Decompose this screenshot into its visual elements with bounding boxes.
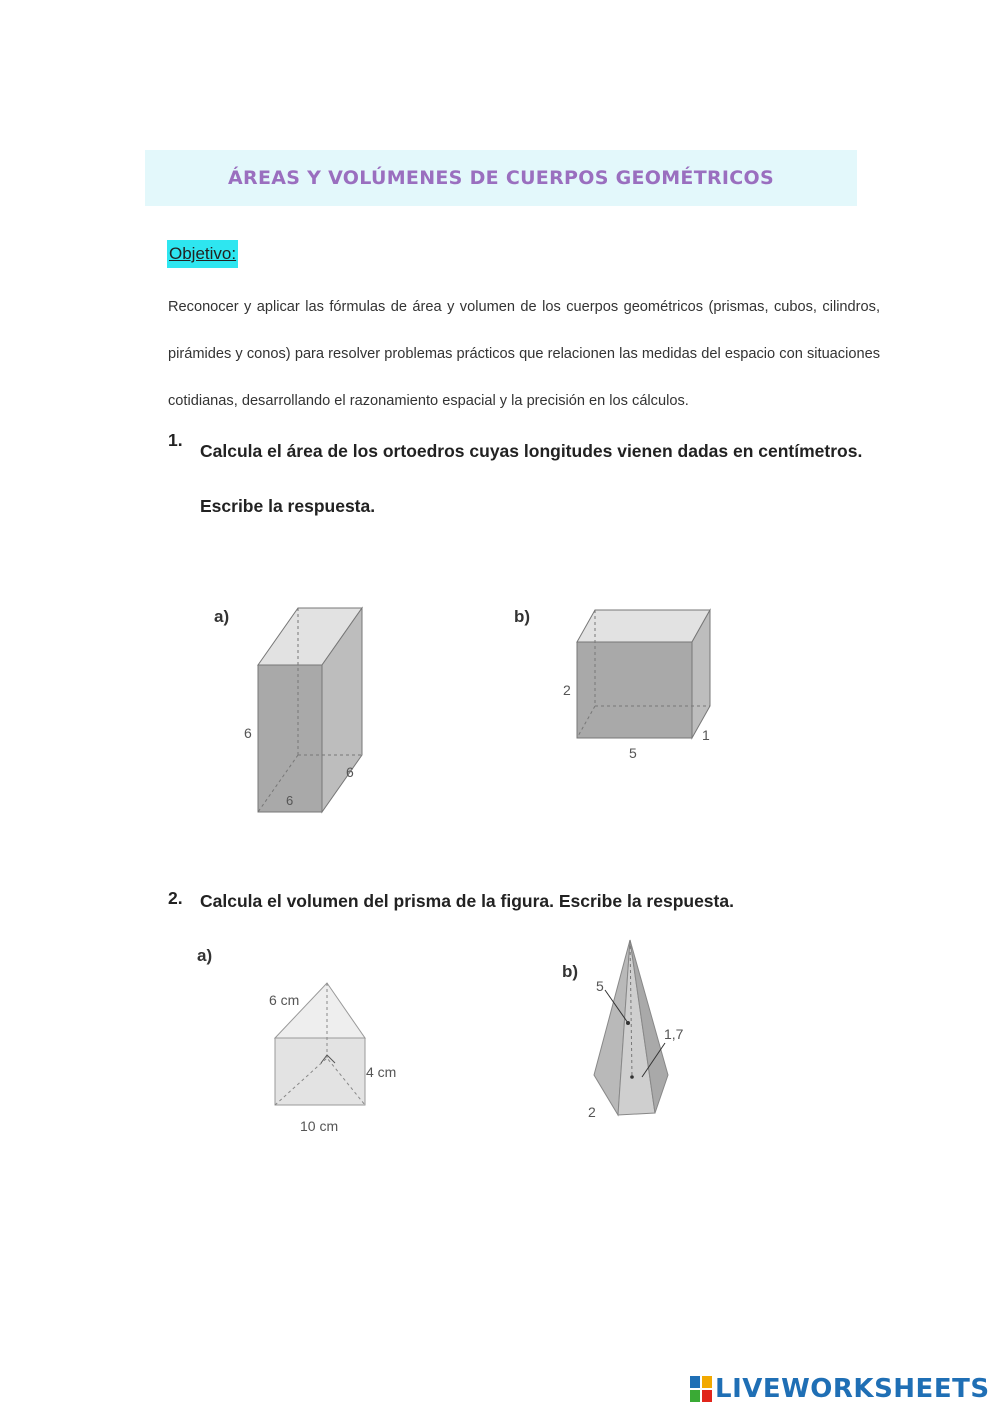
cube-figure bbox=[230, 600, 390, 820]
question-number: 2. bbox=[168, 888, 183, 908]
pointer-dot bbox=[626, 1021, 630, 1025]
title-band bbox=[145, 150, 857, 206]
dimension-label: 1,7 bbox=[664, 1026, 684, 1042]
prism-figure bbox=[555, 600, 725, 770]
dimension-label: 2 bbox=[588, 1104, 596, 1120]
objective-label: Objetivo: bbox=[167, 240, 238, 268]
figure-label: b) bbox=[562, 962, 579, 981]
dimension-label: 6 bbox=[244, 725, 252, 741]
liveworksheets-logo bbox=[690, 1372, 990, 1406]
dimension-label: 4 cm bbox=[366, 1064, 397, 1080]
triangular-prism-figure bbox=[265, 975, 415, 1145]
dimension-label: 5 bbox=[629, 745, 637, 761]
dimension-label: 10 cm bbox=[300, 1118, 339, 1134]
objective-text: Reconocer y aplicar las fórmulas de área y volumen de los cuerpos geométricos (prismas, cubos, cilindros, pirámides y conos) para resolver problemas prácticos que relacionen las medidas del espacio con situaciones cotidianas, desarrollando el razonamiento espacial y la precisión en los cálculos. bbox=[168, 299, 880, 409]
page-title: ÁREAS Y VOLÚMENES DE CUERPOS GEOMÉTRICOS bbox=[228, 167, 774, 189]
prism-front-face bbox=[577, 642, 692, 738]
liveworksheets-brand: LIVEWORKSHEETS bbox=[715, 1374, 990, 1404]
dimension-label: 6 cm bbox=[269, 992, 300, 1008]
figure-label: a) bbox=[214, 607, 230, 626]
dimension-label: 5 bbox=[596, 978, 604, 994]
dimension-label: 6 bbox=[286, 793, 294, 808]
dimension-label: 6 bbox=[346, 764, 354, 780]
dimension-label: 2 bbox=[563, 682, 571, 698]
pointer-dot bbox=[630, 1075, 634, 1079]
question-text: Calcula el volumen del prisma de la figura. Escribe la respuesta. bbox=[200, 891, 734, 911]
prism-top-face bbox=[577, 610, 710, 642]
prism-front-face bbox=[275, 1038, 365, 1105]
dimension-label: 1 bbox=[702, 727, 710, 743]
figure-label: b) bbox=[514, 607, 531, 626]
pyramid-figure bbox=[580, 935, 700, 1125]
liveworksheets-icon bbox=[690, 1376, 712, 1402]
cube-front-face bbox=[258, 665, 322, 812]
figure-label: a) bbox=[197, 946, 213, 965]
question-text: Calcula el área de los ortoedros cuyas longitudes vienen dadas en centímetros. Escribe la respuesta. bbox=[200, 441, 863, 516]
question-number: 1. bbox=[168, 430, 183, 450]
